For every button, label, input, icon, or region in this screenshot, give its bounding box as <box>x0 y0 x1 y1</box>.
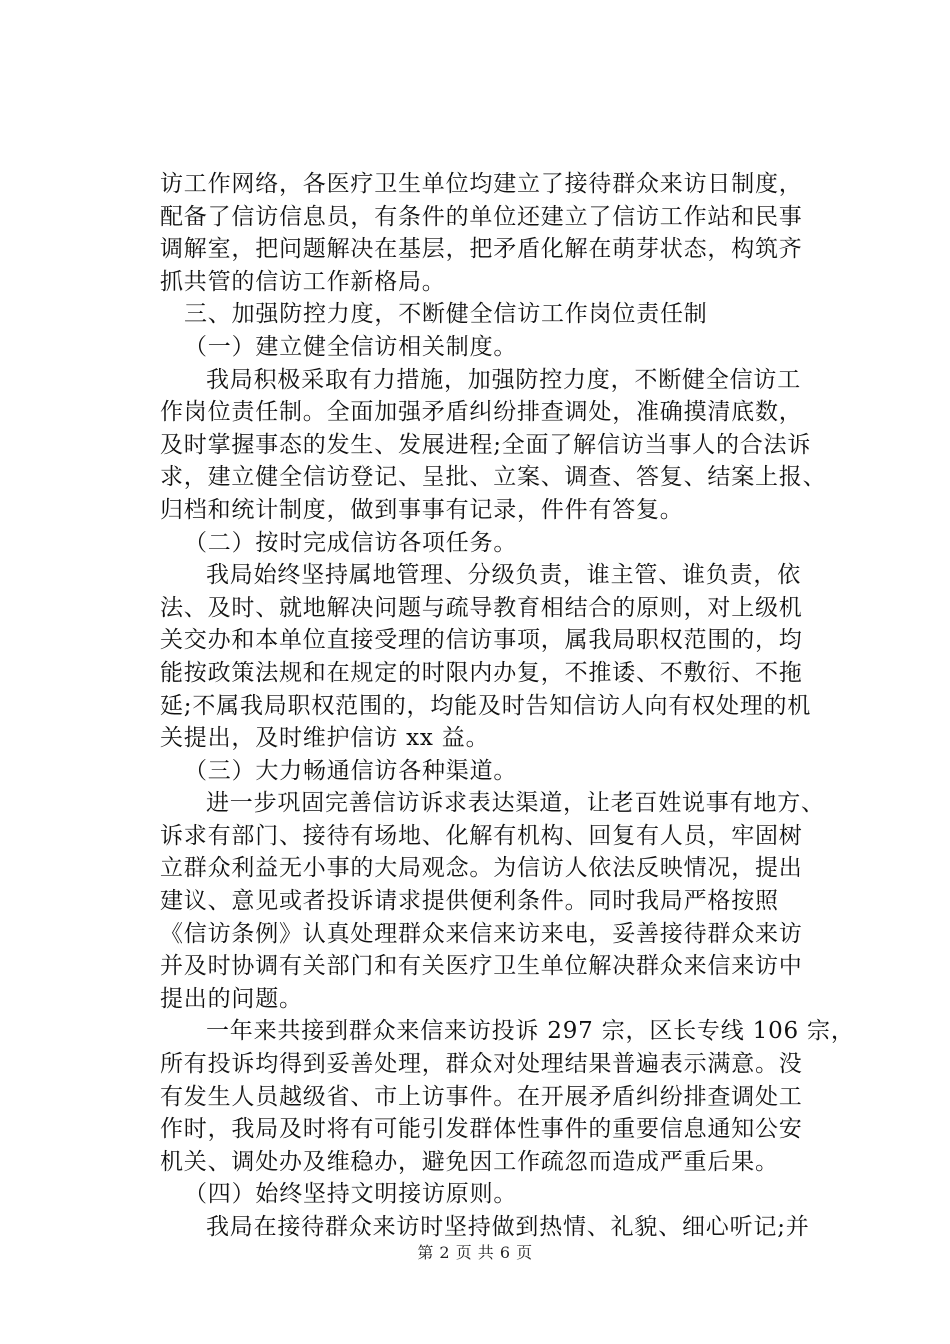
text-line: 归档和统计制度，做到事事有记录，件件有答复。 <box>160 496 684 523</box>
text-line: 抓共管的信访工作新格局。 <box>160 268 446 295</box>
text-line: 立群众利益无小事的大局观念。为信访人依法反映情况，提出 <box>160 855 803 882</box>
text-line: 配备了信访信息员，有条件的单位还建立了信访工作站和民事 <box>160 203 803 230</box>
text-line: 延;不属我局职权范围的，均能及时告知信访人向有权处理的机 <box>160 692 812 719</box>
text-line: （一）建立健全信访相关制度。 <box>184 333 518 360</box>
text-line: 我局积极采取有力措施，加强防控力度，不断健全信访工 <box>206 366 801 393</box>
text-line: 能按政策法规和在规定的时限内办复，不推诿、不敷衍、不拖 <box>160 659 803 686</box>
text-line: 提出的问题。 <box>160 985 303 1012</box>
page-footer: 第 2 页 共 6 页 <box>417 1243 533 1262</box>
text-line: 诉求有部门、接待有场地、化解有机构、回复有人员，牢固树 <box>160 822 803 849</box>
text-line: 《信访条例》认真处理群众来信来访来电，妥善接待群众来访 <box>160 920 803 947</box>
text-line: 关提出，及时维护信访 xx 益。 <box>160 725 490 752</box>
text-line: 作岗位责任制。全面加强矛盾纠纷排查调处，准确摸清底数， <box>160 399 803 426</box>
text-line: 调解室，把问题解决在基层，把矛盾化解在萌芽状态，构筑齐 <box>160 236 803 263</box>
text-line: 作时，我局及时将有可能引发群体性事件的重要信息通知公安 <box>160 1116 803 1143</box>
text-line: 及时掌握事态的发生、发展进程;全面了解信访当事人的合法诉 <box>160 431 812 458</box>
text-line: 求，建立健全信访登记、呈批、立案、调查、答复、结案上报、 <box>160 464 827 491</box>
text-line: 并及时协调有关部门和有关医疗卫生单位解决群众来信来访中 <box>160 953 803 980</box>
text-line: 访工作网络，各医疗卫生单位均建立了接待群众来访日制度， <box>160 171 803 197</box>
text-line: 进一步巩固完善信访诉求表达渠道，让老百姓说事有地方、 <box>206 790 825 817</box>
document-body <box>160 168 855 1244</box>
text-line: 关交办和本单位直接受理的信访事项，属我局职权范围的，均 <box>160 627 803 654</box>
text-line: 建议、意见或者投诉请求提供便利条件。同时我局严格按照 <box>160 888 779 915</box>
text-line: 所有投诉均得到妥善处理，群众对处理结果普遍表示满意。没 <box>160 1051 803 1078</box>
text-line: 有发生人员越级省、市上访事件。在开展矛盾纠纷排查调处工 <box>160 1083 803 1110</box>
text-line: （四）始终坚持文明接访原则。 <box>184 1181 518 1208</box>
text-line: 机关、调处办及维稳办，避免因工作疏忽而造成严重后果。 <box>160 1148 779 1175</box>
text-line: 我局在接待群众来访时坚持做到热情、礼貌、细心听记;并 <box>206 1214 810 1240</box>
text-line: 我局始终坚持属地管理、分级负责，谁主管、谁负责，依 <box>206 562 801 589</box>
text-line: 一年来共接到群众来信来访投诉 297 宗，区长专线 106 宗， <box>206 1018 855 1045</box>
text-line: 三、加强防控力度，不断健全信访工作岗位责任制 <box>184 301 708 328</box>
text-line: （三）大力畅通信访各种渠道。 <box>184 757 518 784</box>
text-line: 法、及时、就地解决问题与疏导教育相结合的原则，对上级机 <box>160 594 803 621</box>
text-line: （二）按时完成信访各项任务。 <box>184 529 518 556</box>
